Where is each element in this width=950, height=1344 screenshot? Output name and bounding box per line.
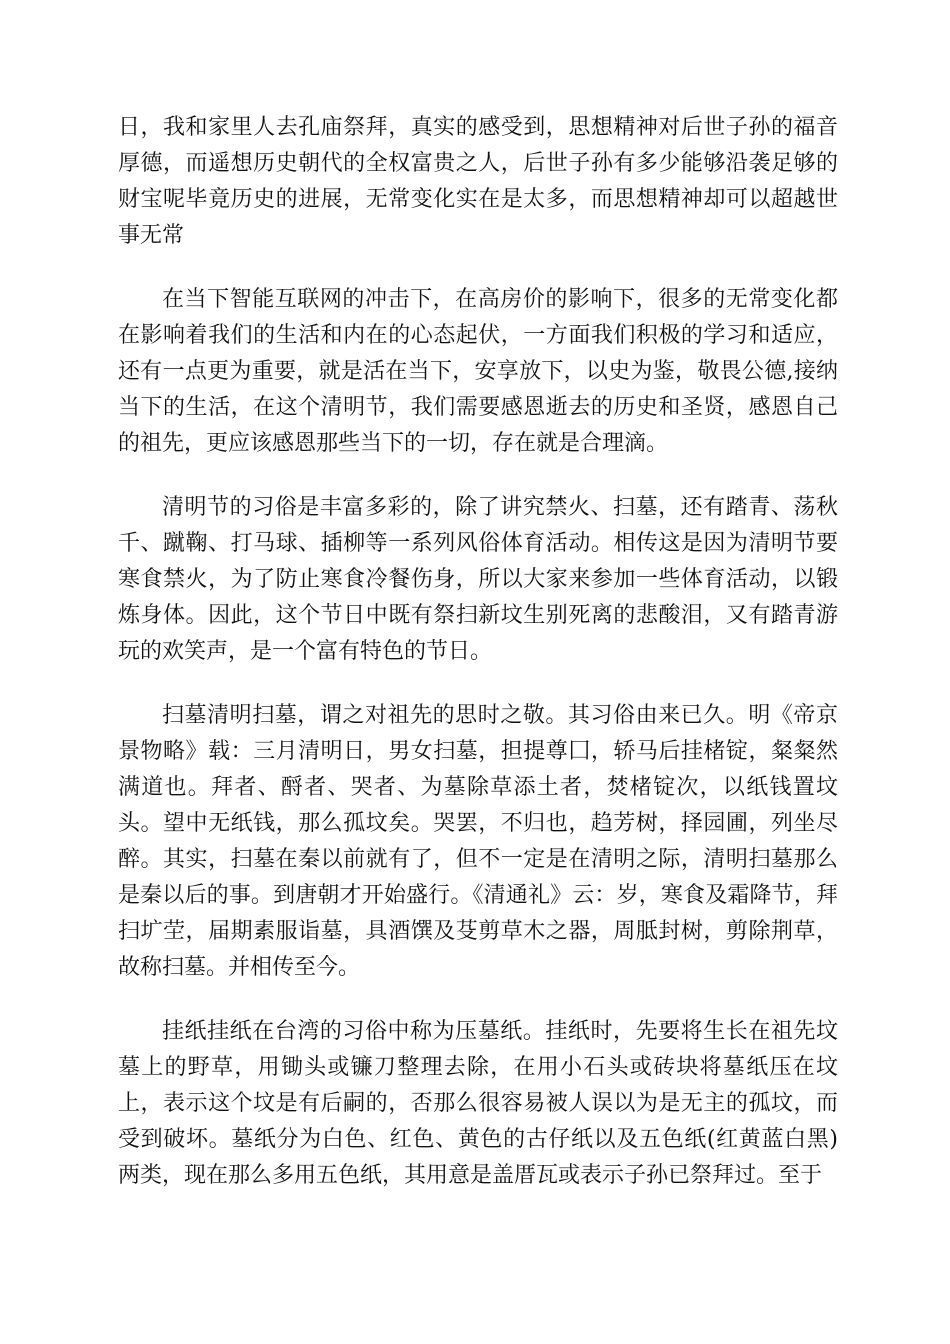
paragraph-qingming-customs: 清明节的习俗是丰富多彩的，除了讲究禁火、扫墓，还有踏青、荡秋千、蹴鞠、打马球、插柳等一系列风俗体育活动。相传这是因为清明节要寒食禁火，为了防止寒食冷餐伤身，所以大家来参加一些体育活动，以锻炼身体。因此，这个节日中既有祭扫新坟生别死离的悲酸泪，又有踏青游玩的欢笑声，是一个富有特色的节日。 <box>118 495 838 664</box>
document-page <box>118 110 838 1222</box>
paragraph-tomb-sweeping: 扫墓清明扫墓，谓之对祖先的思时之敬。其习俗由来已久。明《帝京景物略》载：三月清明日，男女扫墓，担提尊囗，轿马后挂楮锭，粲粲然满道也。拜者、酹者、哭者、为墓除草添土者，焚楮锭次，以纸钱置坟头。望中无纸钱，那么孤坟矣。哭罢，不归也，趋芳树，择园圃，列坐尽醉。其实，扫墓在秦以前就有了，但不一定是在清明之际，清明扫墓那么是秦以后的事。到唐朝才开始盛行。《清通礼》云：岁，寒食及霜降节，拜扫圹茔，届期素服诣墓，具酒馔及芟剪草木之器，周胝封树，剪除荆草，故称扫墓。并相传至今。 <box>118 703 838 980</box>
paragraph-continuation: 日，我和家里人去孔庙祭拜，真实的感受到，思想精神对后世子孙的福音厚德，而遥想历史朝代的全权富贵之人，后世子孙有多少能够沿袭足够的财宝呢毕竟历史的进展，无常变化实在是太多，而思想精神却可以超越世事无常 <box>118 115 838 248</box>
paragraph-hanging-paper: 挂纸挂纸在台湾的习俗中称为压墓纸。挂纸时，先要将生长在祖先坟墓上的野草，用锄头或镰刀整理去除，在用小石头或砖块将墓纸压在坟上，表示这个坟是有后嗣的，否那么很容易被人误以为是无主的孤坟，而受到破坏。墓纸分为白色、红色、黄色的古仔纸以及五色纸(红黄蓝白黑)两类，现在那么多用五色纸，其用意是盖厝瓦或表示子孙已祭拜过。至于 <box>118 1019 838 1188</box>
paragraph-internet-impact: 在当下智能互联网的冲击下，在高房价的影响下，很多的无常变化都在影响着我们的生活和内在的心态起伏，一方面我们积极的学习和适应，还有一点更为重要，就是活在当下，安享放下，以史为鉴，敬畏公德,接纳当下的生活，在这个清明节，我们需要感恩逝去的历史和圣贤，感恩自己的祖先，更应该感恩那些当下的一切，存在就是合理滴。 <box>118 287 838 456</box>
